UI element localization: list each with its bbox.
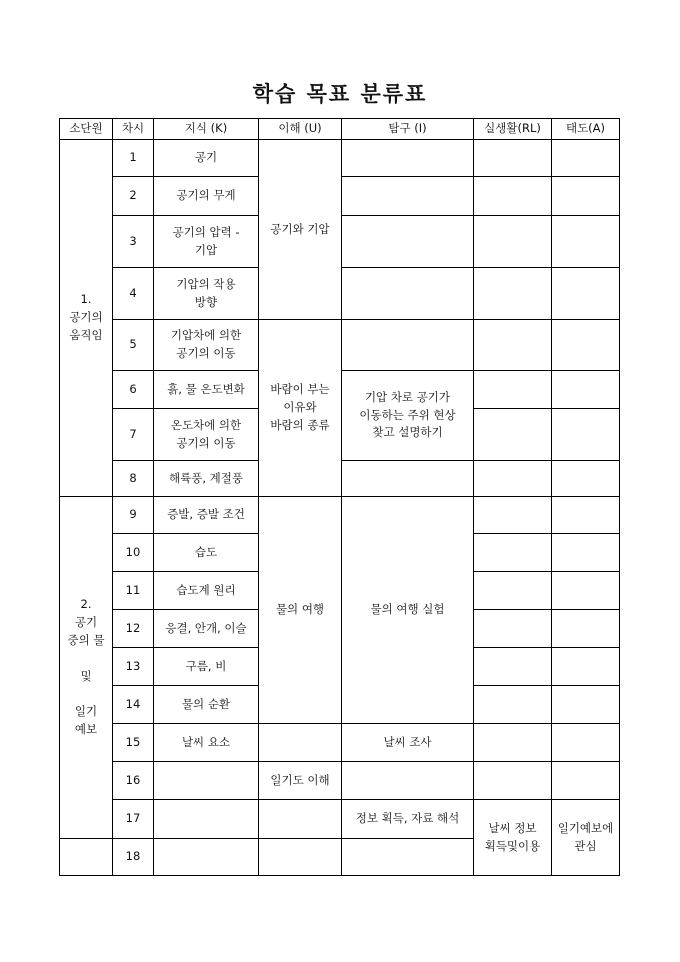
session-number: 17 — [113, 800, 154, 839]
session-number: 12 — [113, 610, 154, 648]
table-row — [60, 800, 620, 839]
real-life-cell — [474, 762, 552, 800]
unit-label: 2. 공기 중의 물 및 일기 예보 — [67, 597, 105, 736]
knowledge-text: 기압차에 의한 공기의 이동 — [170, 328, 242, 360]
real-life-cell — [474, 140, 552, 177]
table-row — [60, 497, 620, 534]
session-number: 3 — [113, 216, 154, 268]
session-number: 16 — [113, 762, 154, 800]
unit-cell — [60, 140, 113, 497]
knowledge-cell: 해륙풍, 계절풍 — [154, 461, 259, 497]
real-life-cell — [474, 409, 552, 461]
knowledge-cell: 날씨 요소 — [154, 724, 259, 762]
understanding-cell — [259, 320, 342, 497]
session-number: 5 — [113, 320, 154, 371]
inquiry-cell — [342, 371, 474, 461]
session-number: 18 — [113, 839, 154, 876]
session-number: 6 — [113, 371, 154, 409]
attitude-cell — [552, 497, 620, 534]
understanding-cell — [259, 724, 342, 762]
knowledge-cell — [154, 800, 259, 839]
attitude-cell — [552, 371, 620, 409]
session-number: 2 — [113, 177, 154, 216]
knowledge-cell: 증발, 증발 조건 — [154, 497, 259, 534]
real-life-cell — [474, 216, 552, 268]
knowledge-cell: 구름, 비 — [154, 648, 259, 686]
attitude-cell — [552, 800, 620, 876]
knowledge-cell — [154, 268, 259, 320]
inquiry-cell — [342, 216, 474, 268]
header-unit: 소단원 — [60, 119, 113, 140]
knowledge-cell — [154, 409, 259, 461]
inquiry-text: 기압 차로 공기가 이동하는 주위 현상 찾고 설명하기 — [359, 389, 456, 440]
real-life-cell — [474, 610, 552, 648]
attitude-cell — [552, 461, 620, 497]
inquiry-cell — [342, 461, 474, 497]
knowledge-cell: 습도계 원리 — [154, 572, 259, 610]
knowledge-cell: 응결, 안개, 이슬 — [154, 610, 259, 648]
knowledge-cell: 습도 — [154, 534, 259, 572]
real-life-cell — [474, 268, 552, 320]
real-life-cell — [474, 648, 552, 686]
objectives-table — [59, 118, 620, 876]
session-number: 7 — [113, 409, 154, 461]
knowledge-cell: 물의 순환 — [154, 686, 259, 724]
inquiry-cell — [342, 839, 474, 876]
understanding-cell — [259, 800, 342, 839]
inquiry-cell — [342, 268, 474, 320]
attitude-cell — [552, 177, 620, 216]
real-life-cell — [474, 371, 552, 409]
table-row — [60, 762, 620, 800]
table-row — [60, 724, 620, 762]
real-life-cell — [474, 800, 552, 876]
knowledge-cell: 공기의 무게 — [154, 177, 259, 216]
inquiry-cell — [342, 177, 474, 216]
session-number: 11 — [113, 572, 154, 610]
knowledge-cell: 흙, 물 온도변화 — [154, 371, 259, 409]
attitude-cell — [552, 216, 620, 268]
attitude-cell — [552, 572, 620, 610]
attitude-cell — [552, 686, 620, 724]
knowledge-cell — [154, 839, 259, 876]
real-life-cell — [474, 461, 552, 497]
real-life-cell — [474, 572, 552, 610]
header-inquiry: 탐구 (I) — [342, 119, 474, 140]
inquiry-cell — [342, 762, 474, 800]
inquiry-cell: 물의 여행 실험 — [342, 497, 474, 724]
inquiry-cell — [342, 140, 474, 177]
attitude-cell — [552, 140, 620, 177]
understanding-cell: 물의 여행 — [259, 497, 342, 724]
knowledge-text: 공기의 압력 - 기압 — [172, 224, 240, 257]
attitude-cell — [552, 610, 620, 648]
understanding-cell: 공기와 기압 — [259, 140, 342, 320]
session-number: 4 — [113, 268, 154, 320]
real-life-cell — [474, 497, 552, 534]
header-real-life: 실생활(RL) — [474, 119, 552, 140]
unit-cell — [60, 839, 113, 876]
session-number: 13 — [113, 648, 154, 686]
attitude-cell — [552, 762, 620, 800]
session-number: 8 — [113, 461, 154, 497]
header-knowledge: 지식 (K) — [154, 119, 259, 140]
session-number: 10 — [113, 534, 154, 572]
header-row — [60, 119, 620, 140]
knowledge-text: 온도차에 의한 공기의 이동 — [170, 417, 242, 450]
understanding-cell — [259, 839, 342, 876]
real-life-cell — [474, 534, 552, 572]
knowledge-text: 기압의 작용 방향 — [176, 276, 236, 309]
unit-cell — [60, 497, 113, 839]
attitude-cell — [552, 320, 620, 371]
real-life-cell — [474, 686, 552, 724]
header-attitude: 태도(A) — [552, 119, 620, 140]
session-number: 1 — [113, 140, 154, 177]
table-row — [60, 320, 620, 371]
unit-label: 1. 공기의 움직임 — [69, 292, 103, 342]
knowledge-cell — [154, 216, 259, 268]
real-life-cell — [474, 177, 552, 216]
header-understanding: 이해 (U) — [259, 119, 342, 140]
attitude-cell — [552, 534, 620, 572]
session-number: 14 — [113, 686, 154, 724]
inquiry-cell — [342, 320, 474, 371]
inquiry-cell: 날씨 조사 — [342, 724, 474, 762]
attitude-text: 일기예보에 관심 — [557, 820, 614, 853]
session-number: 9 — [113, 497, 154, 534]
attitude-cell — [552, 409, 620, 461]
real-life-text: 날씨 정보 획득및이용 — [484, 820, 541, 853]
understanding-text: 바람이 부는 이유와 바람의 종류 — [270, 382, 330, 432]
inquiry-cell: 정보 획득, 자료 해석 — [342, 800, 474, 839]
session-number: 15 — [113, 724, 154, 762]
knowledge-cell: 공기 — [154, 140, 259, 177]
attitude-cell — [552, 268, 620, 320]
understanding-cell: 일기도 이해 — [259, 762, 342, 800]
real-life-cell — [474, 724, 552, 762]
header-session: 차시 — [113, 119, 154, 140]
table-row — [60, 140, 620, 177]
attitude-cell — [552, 648, 620, 686]
real-life-cell — [474, 320, 552, 371]
document-title: 학습 목표 분류표 — [252, 81, 428, 106]
knowledge-cell — [154, 320, 259, 371]
attitude-cell — [552, 724, 620, 762]
knowledge-cell — [154, 762, 259, 800]
